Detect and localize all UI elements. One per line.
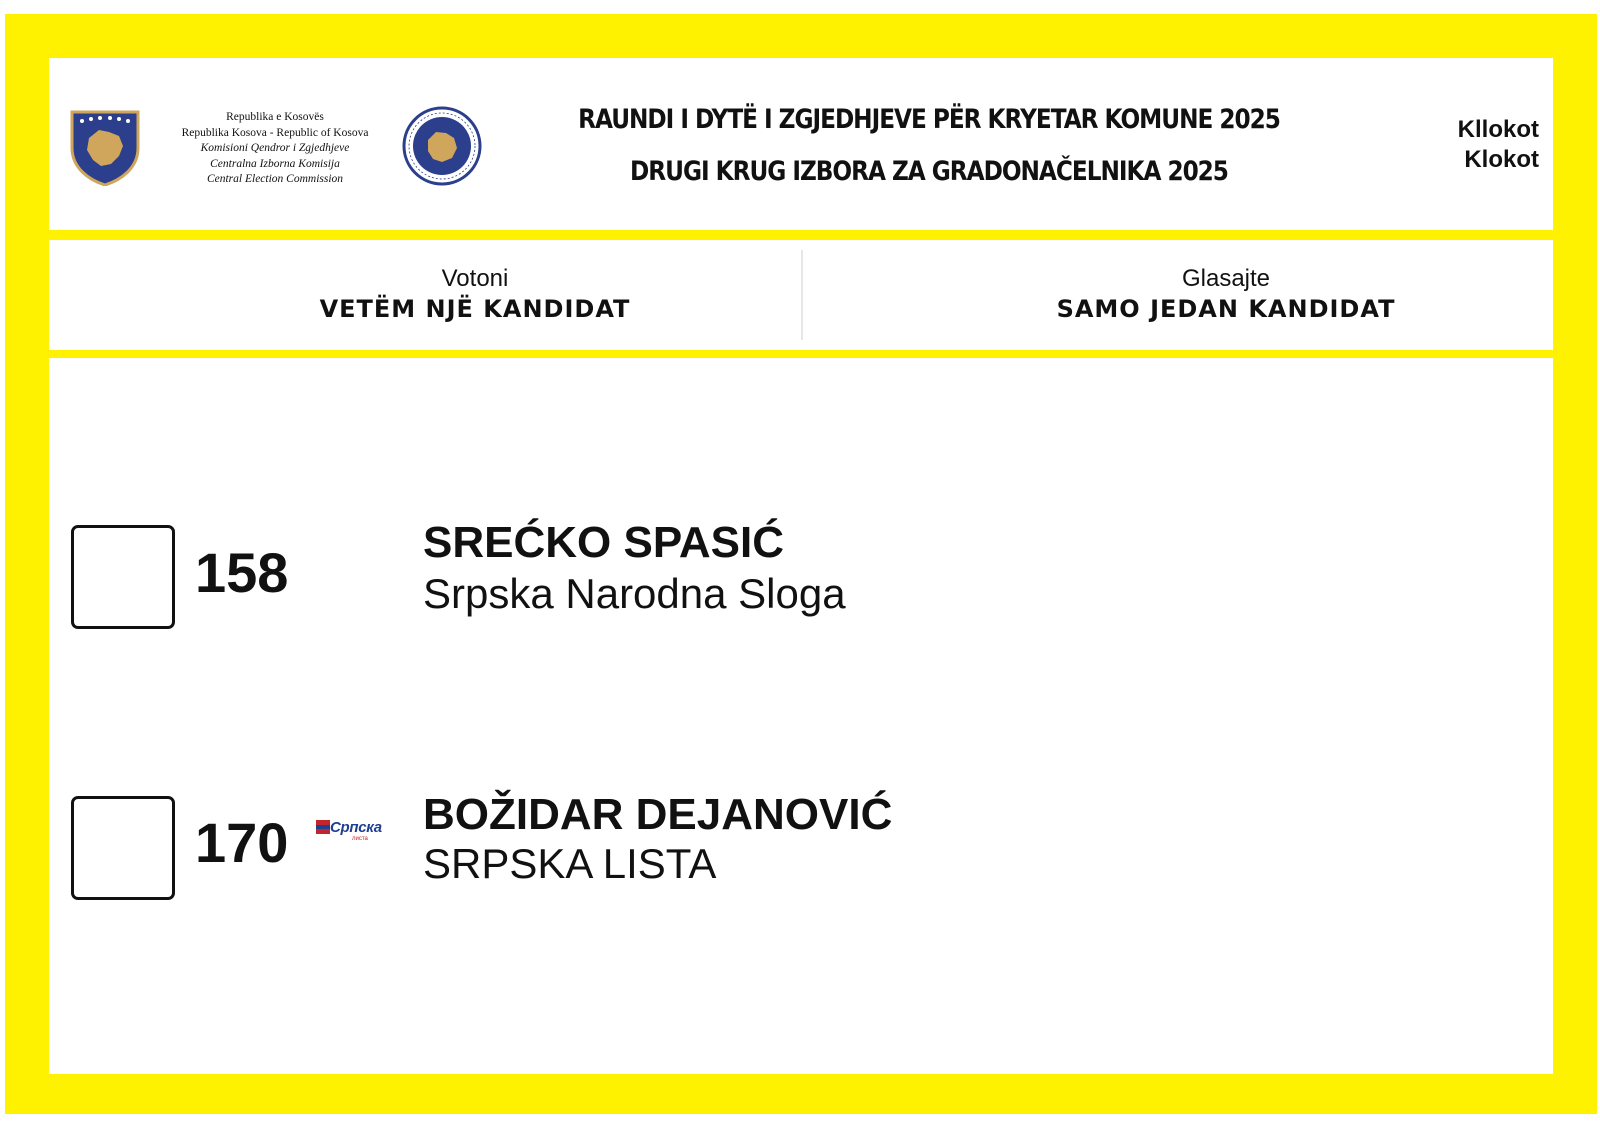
instruction-serbian-rule: SAMO JEDAN KANDIDAT: [1056, 295, 1396, 323]
cec-seal-icon: [402, 106, 482, 186]
candidate-party: SRPSKA LISTA: [423, 840, 717, 887]
srpska-lista-logo: [316, 818, 396, 846]
candidate-170-checkbox[interactable]: [71, 796, 175, 900]
kosovo-coat-of-arms-icon: [69, 108, 141, 186]
voting-instructions: [49, 240, 1553, 350]
municipality-name-serbian: Klokot: [1464, 146, 1539, 173]
candidate-party: Srpska Narodna Sloga: [423, 570, 846, 617]
candidate-list: [49, 358, 1553, 1074]
candidate-158-checkbox[interactable]: [71, 525, 175, 629]
instruction-albanian-verb: Votoni: [441, 265, 509, 292]
instruction-divider: [801, 250, 803, 340]
ballot-header: [49, 58, 1553, 230]
institution-line-5: Central Election Commission: [206, 173, 344, 185]
party-logo-text: Српска: [330, 819, 382, 836]
institution-line-2: Republika Kosova - Republic of Kosova: [181, 126, 369, 139]
institution-line-1: Republika e Kosovës: [226, 111, 324, 123]
institution-line-4: Centralna Izborna Komisija: [210, 157, 340, 170]
instruction-albanian: [175, 264, 775, 324]
municipality-name-albanian: Kllokot: [1457, 116, 1539, 143]
ballot-title-serbian: DRUGI KRUG IZBORA ZA GRADONAČELNIKA 2025: [630, 156, 1228, 187]
instruction-serbian: [926, 264, 1526, 324]
party-logo-subtext: листа: [352, 836, 368, 842]
institution-line-3: Komisioni Qendror i Zgjedhjeve: [200, 142, 350, 154]
instruction-serbian-verb: Glasajte: [1181, 265, 1271, 292]
candidate-number: 158: [195, 541, 289, 604]
instruction-albanian-rule: VETËM NJË KANDIDAT: [319, 295, 631, 323]
candidate-name: BOŽIDAR DEJANOVIĆ: [423, 790, 893, 839]
ballot-title-albanian: RAUNDI I DYTË I ZGJEDHJEVE PËR KRYETAR KOMUNE 2025: [578, 104, 1280, 135]
party-flag-icon: [316, 820, 330, 834]
institution-names: [149, 110, 401, 188]
candidate-number: 170: [195, 811, 289, 874]
candidate-name: SREĆKO SPASIĆ: [423, 518, 785, 567]
